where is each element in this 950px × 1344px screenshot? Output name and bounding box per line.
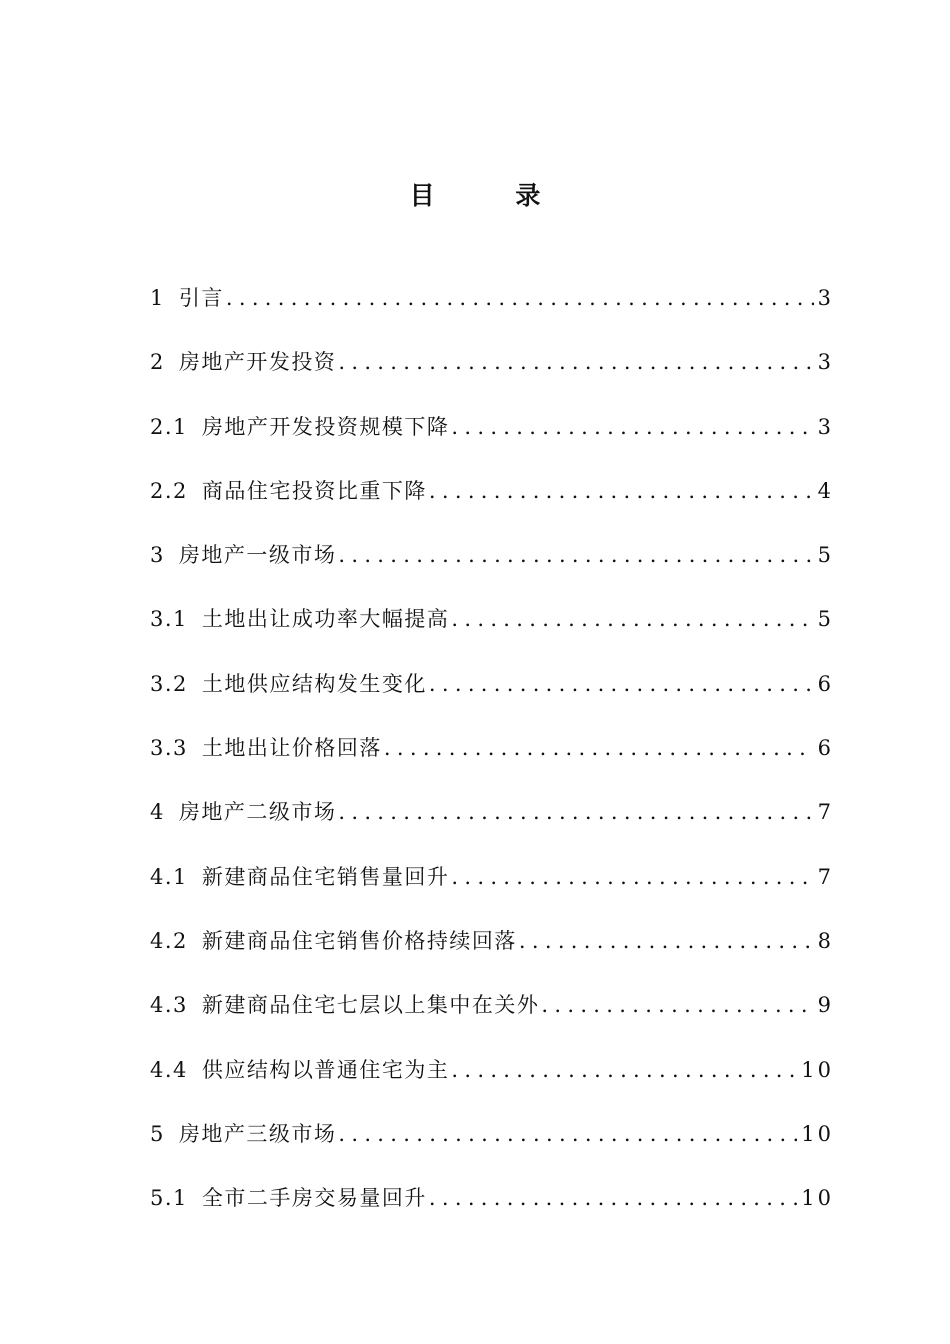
toc-list: [150, 276, 834, 1240]
toc-dot-leader: [451, 1048, 797, 1092]
toc-dot-leader: [338, 790, 813, 834]
toc-entry-number: 3.3: [150, 736, 188, 761]
toc-dot-leader: [384, 726, 814, 770]
toc-entry-number: 5.1: [150, 1186, 188, 1211]
toc-entry-title: 房地产开发投资规模下降: [201, 414, 450, 439]
toc-entry-number: 3: [150, 543, 165, 568]
toc-entry[interactable]: [150, 340, 834, 404]
toc-dot-leader: [451, 597, 813, 641]
toc-entry[interactable]: [150, 662, 834, 726]
toc-entry-title: 供应结构以普通住宅为主: [201, 1057, 450, 1082]
toc-entry-title: 房地产二级市场: [178, 800, 337, 825]
toc-entry-number: 3.1: [150, 607, 188, 632]
toc-dot-leader: [429, 469, 814, 513]
toc-entry[interactable]: [150, 1048, 834, 1112]
toc-entry-page: 10: [801, 1186, 834, 1211]
toc-entry-page: 5: [817, 607, 834, 632]
toc-entry[interactable]: [150, 983, 834, 1047]
toc-entry-number: 3.2: [150, 671, 188, 696]
toc-dot-leader: [338, 1112, 797, 1156]
toc-entry[interactable]: [150, 276, 834, 340]
toc-dot-leader: [451, 405, 813, 449]
toc-entry-number: 4.3: [150, 993, 188, 1018]
toc-entry-number: 2.2: [150, 478, 188, 503]
toc-entry-title: 引言: [178, 286, 224, 310]
toc-entry-page: 3: [817, 350, 834, 375]
toc-entry-number: 4.4: [150, 1057, 188, 1082]
toc-entry[interactable]: [150, 1176, 834, 1240]
toc-entry-title: 土地供应结构发生变化: [201, 671, 427, 696]
toc-entry-page: 6: [817, 671, 834, 696]
toc-entry-page: 8: [817, 928, 834, 953]
toc-dot-leader: [541, 983, 813, 1027]
toc-entry-number: 4: [150, 800, 165, 825]
toc-dot-leader: [429, 1176, 797, 1220]
toc-entry-number: 2: [150, 350, 165, 375]
toc-entry-title: 土地出让价格回落: [201, 736, 382, 761]
toc-title: 目 录: [409, 181, 577, 210]
toc-entry-page: 6: [817, 736, 834, 761]
toc-entry-title: 新建商品住宅销售量回升: [201, 864, 450, 889]
toc-dot-leader: [226, 276, 814, 320]
toc-entry-title: 房地产开发投资: [178, 350, 337, 375]
toc-entry-title: 全市二手房交易量回升: [201, 1186, 427, 1211]
toc-entry-title: 新建商品住宅销售价格持续回落: [201, 928, 517, 953]
toc-entry-page: 3: [817, 414, 834, 439]
toc-entry-number: 4.1: [150, 864, 188, 889]
toc-dot-leader: [338, 533, 813, 577]
toc-entry[interactable]: [150, 1112, 834, 1176]
toc-entry[interactable]: [150, 726, 834, 790]
toc-dot-leader: [338, 340, 813, 384]
toc-entry-number: 5: [150, 1121, 165, 1146]
toc-entry-page: 9: [817, 993, 834, 1018]
toc-dot-leader: [429, 662, 814, 706]
toc-entry-page: 7: [817, 864, 834, 889]
toc-entry-page: 3: [817, 286, 834, 310]
toc-dot-leader: [451, 855, 813, 899]
toc-entry-page: 7: [817, 800, 834, 825]
toc-entry[interactable]: [150, 790, 834, 854]
toc-entry[interactable]: [150, 533, 834, 597]
toc-entry[interactable]: [150, 405, 834, 469]
toc-dot-leader: [519, 919, 814, 963]
toc-entry-title: 房地产一级市场: [178, 543, 337, 568]
toc-entry-page: 10: [801, 1057, 834, 1082]
toc-entry-number: 4.2: [150, 928, 188, 953]
toc-entry-title: 房地产三级市场: [178, 1121, 337, 1146]
toc-entry-title: 商品住宅投资比重下降: [201, 478, 427, 503]
toc-entry[interactable]: [150, 855, 834, 919]
toc-entry[interactable]: [150, 469, 834, 533]
toc-entry-title: 新建商品住宅七层以上集中在关外: [201, 993, 540, 1018]
toc-entry[interactable]: [150, 919, 834, 983]
toc-entry-number: 2.1: [150, 414, 188, 439]
toc-entry-number: 1: [150, 286, 165, 310]
toc-entry-title: 土地出让成功率大幅提高: [201, 607, 450, 632]
toc-entry-page: 10: [801, 1121, 834, 1146]
toc-entry[interactable]: [150, 597, 834, 661]
toc-entry-page: 5: [817, 543, 834, 568]
toc-entry-page: 4: [817, 478, 834, 503]
